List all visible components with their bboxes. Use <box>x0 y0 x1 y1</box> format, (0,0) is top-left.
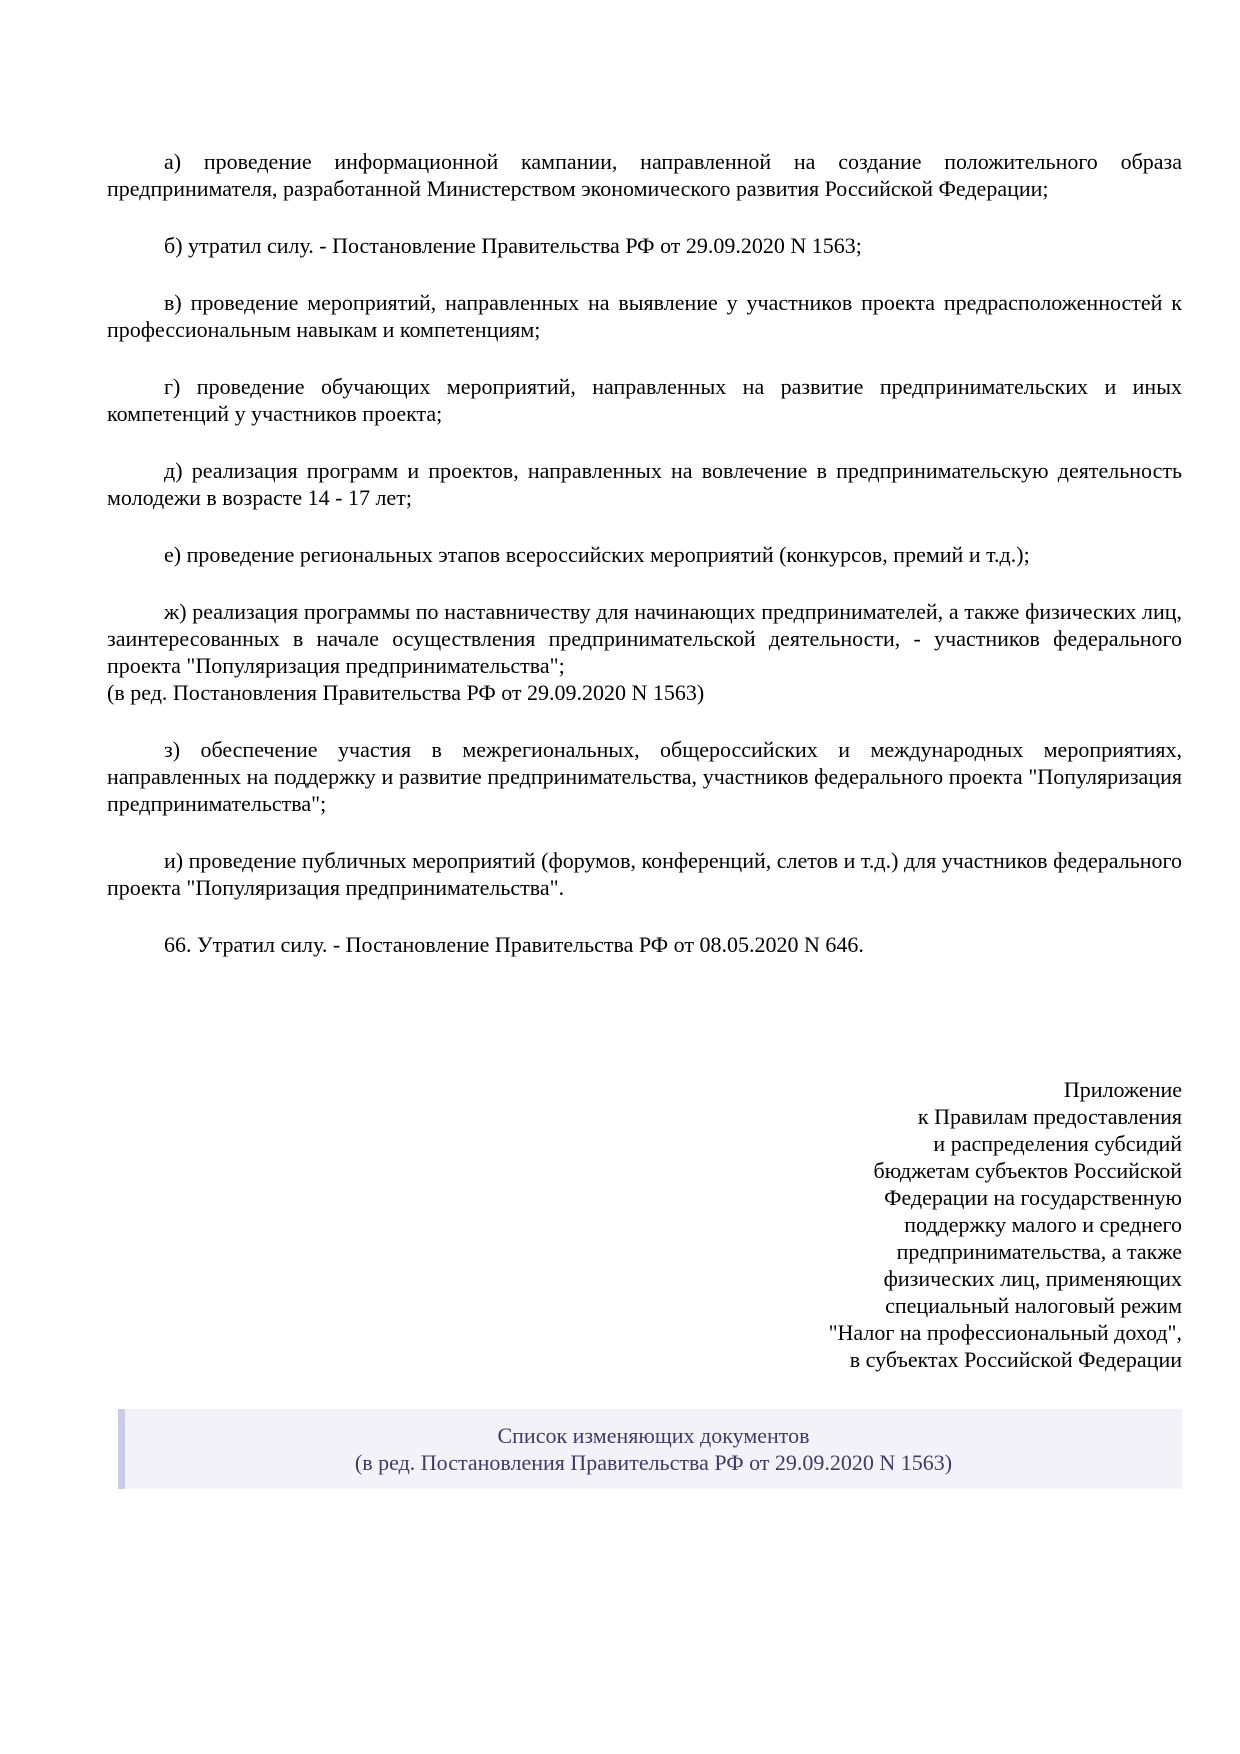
amendment-box-subtitle: (в ред. Постановления Правительства РФ от 29.09.2020 N 1563) <box>354 1450 953 1475</box>
paragraph: ж) реализация программы по наставничеству для начинающих предпринимателей, а также физических лиц, заинтересованных в начале осуществления предпринимательской деятельности, - участников федерального проекта "Популяризация предпринимательства"; (в ред. Постановления Правительства РФ от 29.09.2020 N 1563) <box>107 599 1182 705</box>
appendix-line: "Налог на профессиональный доход", <box>828 1320 1182 1345</box>
appendix-line: физических лиц, применяющих <box>883 1266 1182 1291</box>
paragraph: в) проведение мероприятий, направленных на выявление у участников проекта предрасположенностей к профессиональным навыкам и компетенциям; <box>107 290 1182 342</box>
paragraph: г) проведение обучающих мероприятий, направленных на развитие предпринимательских и иных компетенций у участников проекта; <box>107 374 1182 426</box>
appendix-line: бюджетам субъектов Российской <box>873 1158 1182 1183</box>
paragraph-list <box>107 148 1182 958</box>
appendix-header <box>107 1076 1182 1373</box>
appendix-line: в субъектах Российской Федерации <box>849 1347 1182 1372</box>
paragraph: е) проведение региональных этапов всероссийских мероприятий (конкурсов, премий и т.д.); <box>164 542 1030 567</box>
paragraph: з) обеспечение участия в межрегиональных, общероссийских и международных мероприятиях, направленных на поддержку и развитие предпринимательства, участников федерального проекта "Популяризация предпринимательства"; <box>107 737 1182 816</box>
appendix-line: Приложение <box>1063 1077 1182 1102</box>
paragraph: 66. Утратил силу. - Постановление Правительства РФ от 08.05.2020 N 646. <box>164 932 864 957</box>
amendment-box-title: Список изменяющих документов <box>497 1423 810 1448</box>
appendix-line: специальный налоговый режим <box>885 1293 1182 1318</box>
appendix-line: и распределения субсидий <box>933 1131 1182 1156</box>
paragraph: и) проведение публичных мероприятий (форумов, конференций, слетов и т.д.) для участников федерального проекта "Популяризация предпринимательства". <box>107 848 1182 900</box>
amendment-documents-box <box>118 1409 1182 1489</box>
appendix-line: Федерации на государственную <box>884 1185 1182 1210</box>
appendix-line: предпринимательства, а также <box>896 1239 1182 1264</box>
appendix-line: поддержку малого и среднего <box>904 1212 1182 1237</box>
document-body <box>107 148 1182 1489</box>
paragraph: б) утратил силу. - Постановление Правительства РФ от 29.09.2020 N 1563; <box>164 233 862 258</box>
paragraph: д) реализация программ и проектов, направленных на вовлечение в предпринимательскую деятельность молодежи в возрасте 14 - 17 лет; <box>107 458 1182 510</box>
paragraph: а) проведение информационной кампании, направленной на создание положительного образа предпринимателя, разработанной Министерством экономического развития Российской Федерации; <box>107 149 1182 201</box>
amendment-note: (в ред. Постановления Правительства РФ от 29.09.2020 N 1563) <box>107 680 705 705</box>
appendix-line: к Правилам предоставления <box>917 1104 1182 1129</box>
